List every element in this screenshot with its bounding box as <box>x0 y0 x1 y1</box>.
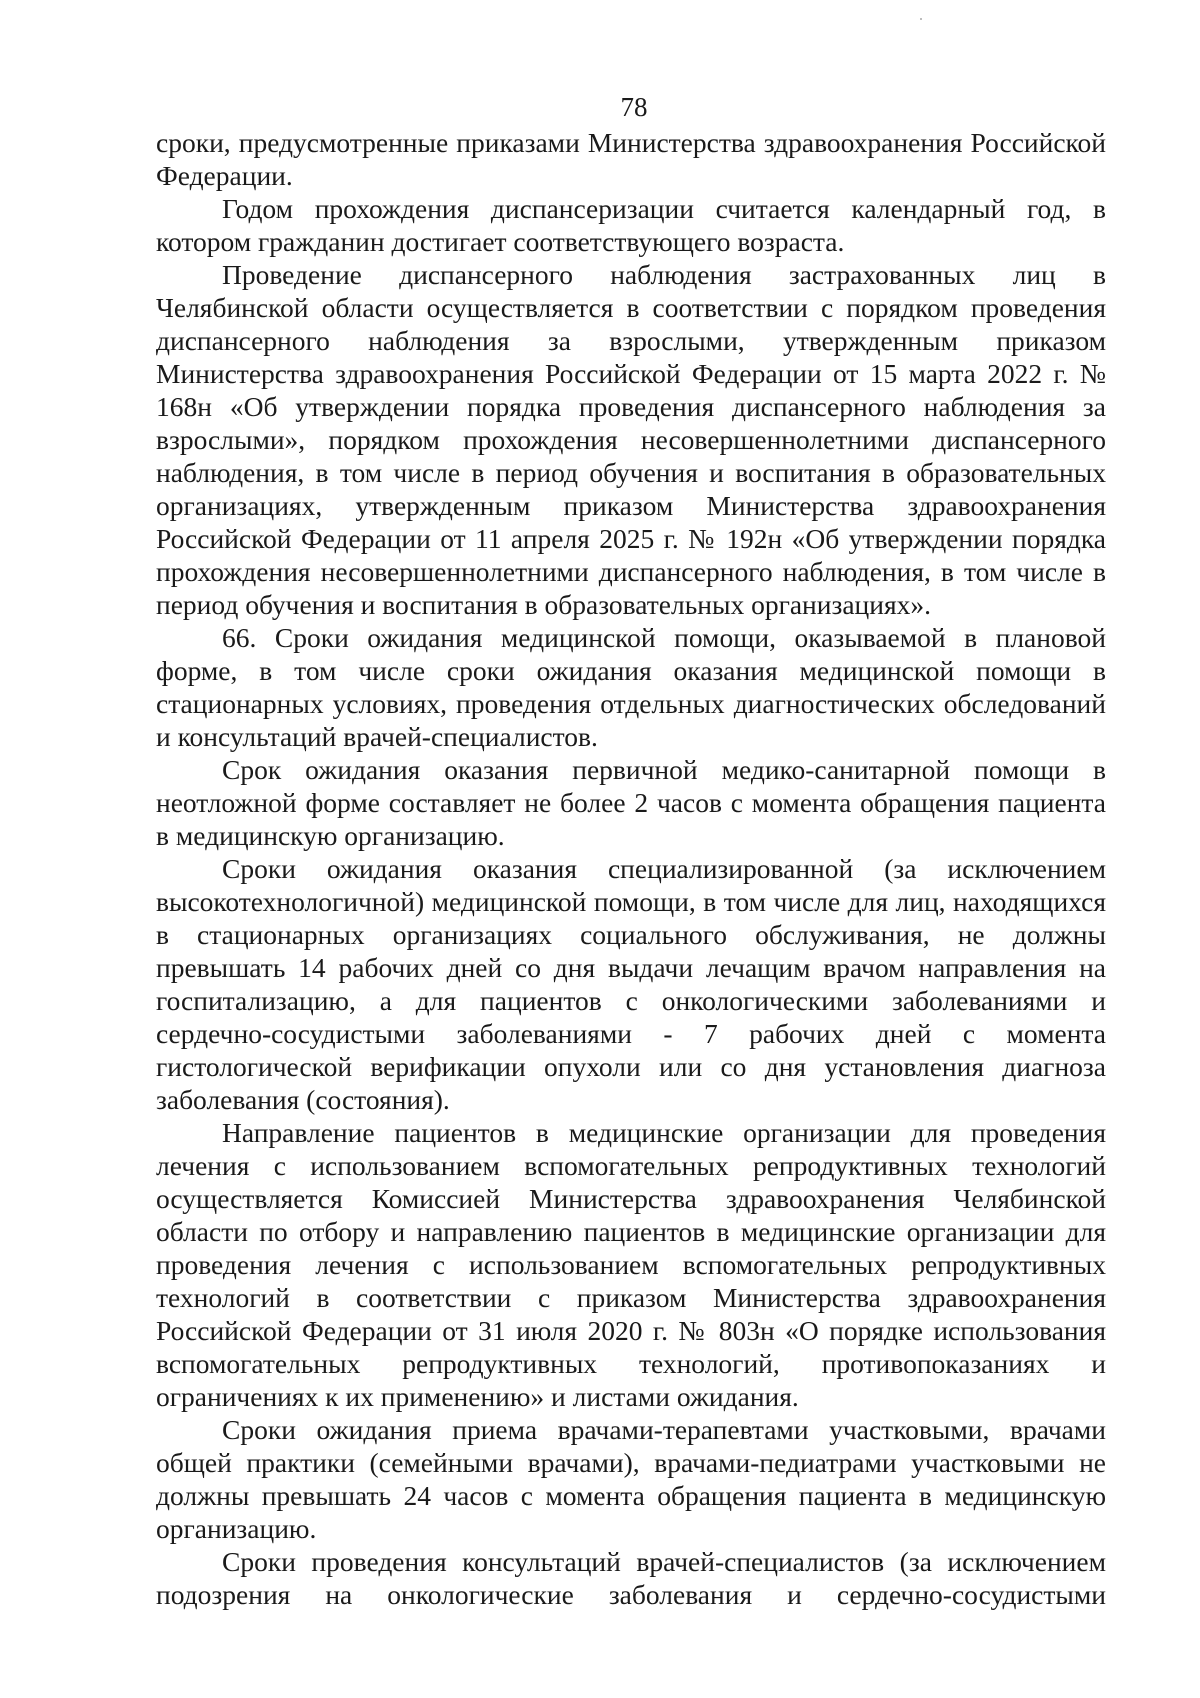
paragraph-continuation: сроки, предусмотренные приказами Министерства здравоохранения Российской Федерации. <box>156 127 1106 191</box>
paragraph-dispensary-observation: Проведение диспансерного наблюдения застрахованных лиц в Челябинской области осуществляется в соответствии с порядком проведения диспансерного наблюдения за взрослыми, утвержденным приказом Министерства здравоохранения Российской Федерации от 15 марта 2022 г. № 168н «Об утверждении порядка проведения диспансерного наблюдения за взрослыми», порядком прохождения несовершеннолетними диспансерного наблюдения, в том числе в период обучения и воспитания в образовательных организациях, утвержденным приказом Министерства здравоохранения Российской Федерации от 11 апреля 2025 г. № 192н «Об утверждении порядка прохождения несовершеннолетними диспансерного наблюдения, в том числе в период обучения и воспитания в образовательных организациях». <box>156 259 1106 620</box>
page-number: 78 <box>620 92 648 122</box>
document-body <box>156 126 1106 1611</box>
paragraph-reproductive-technologies: Направление пациентов в медицинские организации для проведения лечения с использованием вспомогательных репродуктивных технологий осуществляется Комиссией Министерства здравоохранения Челябинской области по отбору и направлению пациентов в медицинские организации для проведения лечения с использованием вспомогательных репродуктивных технологий в соответствии с приказом Министерства здравоохранения Российской Федерации от 31 июля 2020 г. № 803н «О порядке использования вспомогательных репродуктивных технологий, противопоказаниях и ограничениях к их применению» и листами ожидания. <box>156 1117 1106 1412</box>
paragraph-specialist-consultations: Сроки проведения консультаций врачей-специалистов (за исключением подозрения на онкологические заболевания и сердечно-сосудистыми <box>156 1546 1106 1610</box>
paragraph-therapist-wait: Сроки ожидания приема врачами-терапевтами участковыми, врачами общей практики (семейными врачами), врачами-педиатрами участковыми не должны превышать 24 часов с момента обращения пациента в медицинскую организацию. <box>156 1414 1106 1544</box>
paragraph-dispensary-year: Годом прохождения диспансеризации считается календарный год, в котором гражданин достигает соответствующего возраста. <box>156 193 1106 257</box>
paragraph-urgent-care-wait: Срок ожидания оказания первичной медико-санитарной помощи в неотложной форме составляет не более 2 часов с момента обращения пациента в медицинскую организацию. <box>156 754 1106 851</box>
scan-speck <box>920 18 922 20</box>
paragraph-item-66: 66. Сроки ожидания медицинской помощи, оказываемой в плановой форме, в том числе сроки ожидания оказания медицинской помощи в стационарных условиях, проведения отдельных диагностических обследований и консультаций врачей-специалистов. <box>156 622 1106 752</box>
paragraph-specialized-care-wait: Сроки ожидания оказания специализированной (за исключением высокотехнологичной) медицинской помощи, в том числе для лиц, находящихся в стационарных организациях социального обслуживания, не должны превышать 14 рабочих дней со дня выдачи лечащим врачом направления на госпитализацию, а для пациентов с онкологическими заболеваниями и сердечно-сосудистыми заболеваниями - 7 рабочих дней с момента гистологической верификации опухоли или со дня установления диагноза заболевания (состояния). <box>156 853 1106 1115</box>
